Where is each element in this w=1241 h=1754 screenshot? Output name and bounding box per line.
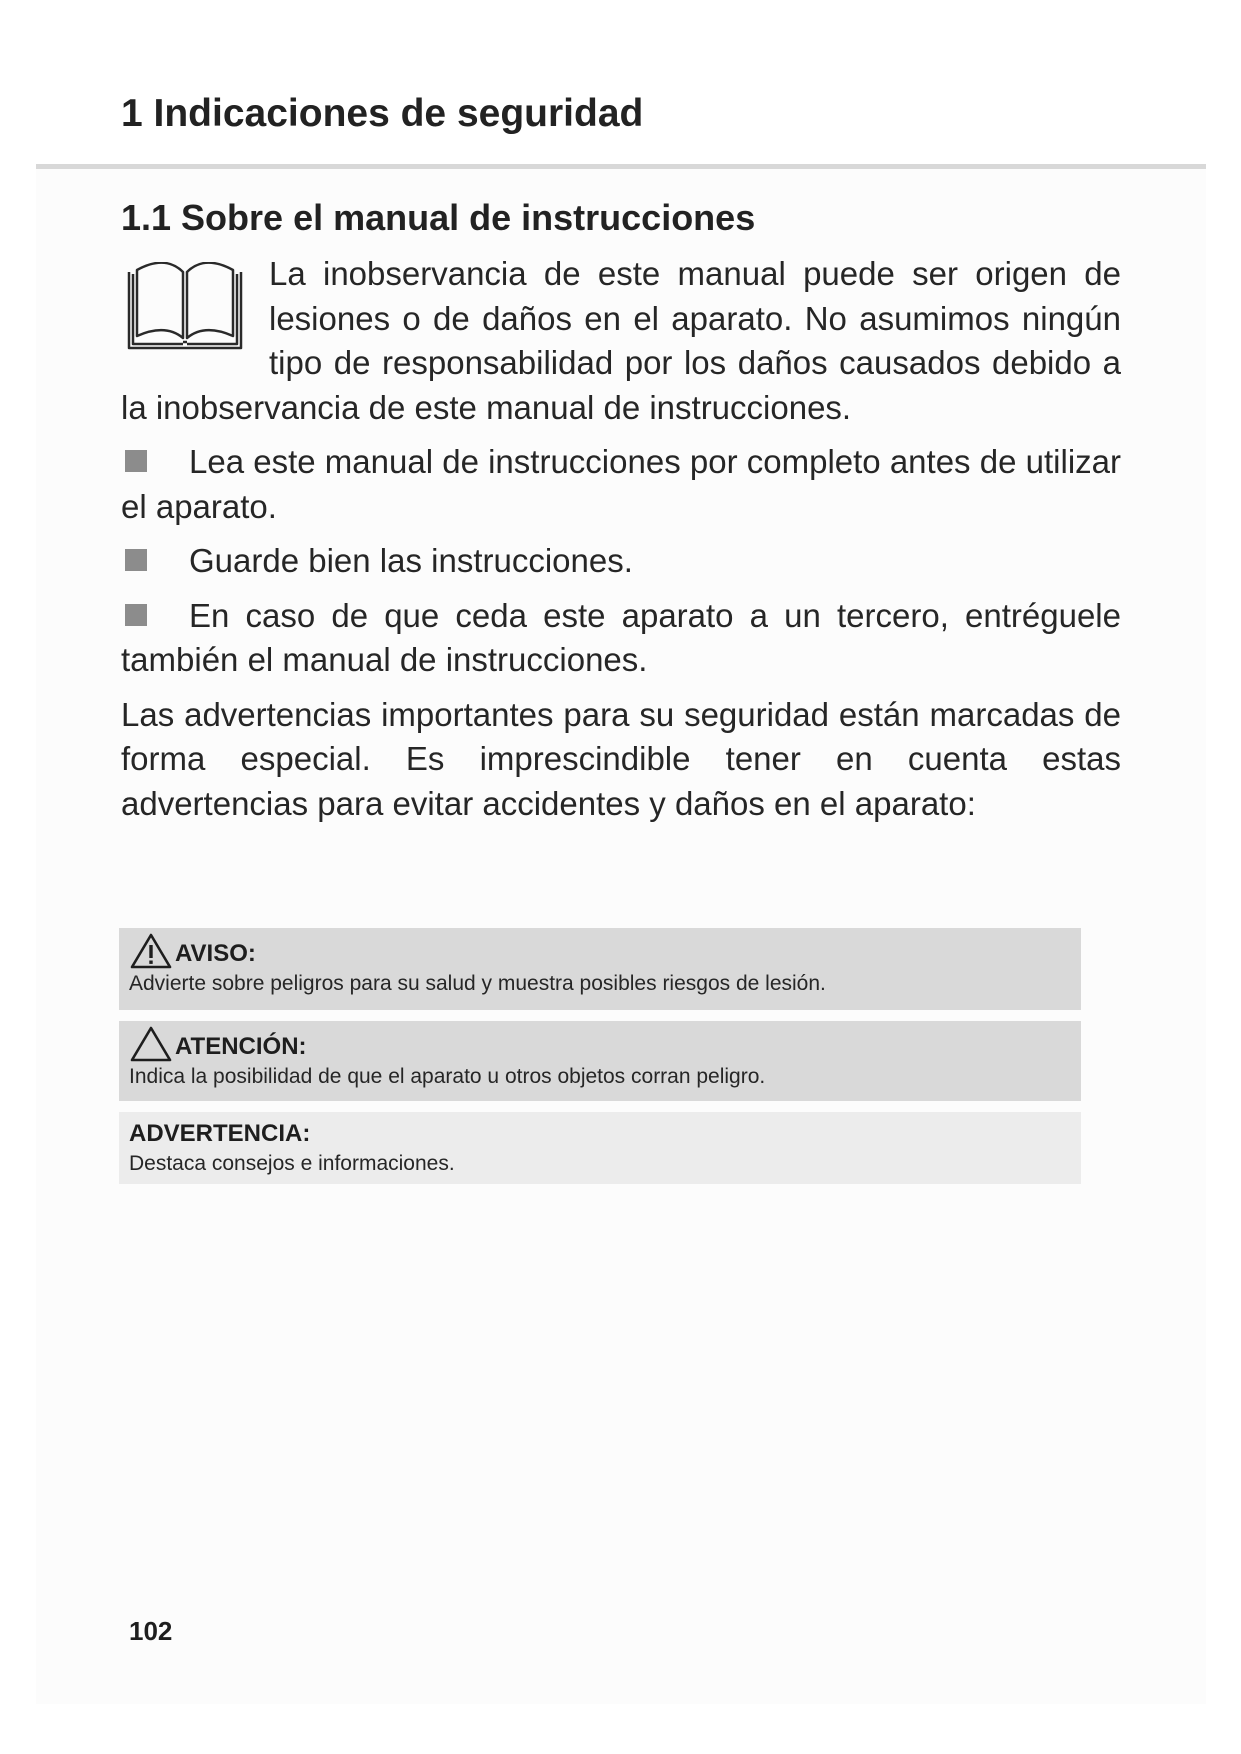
intro-paragraph: La inobservancia de este manual puede ser origen de lesiones o de daños en el aparato. No asumimos ningún tipo de responsabilidad por los daños causados debido a la inobservancia de este manual de instrucciones.: [121, 255, 1121, 426]
chapter-title: 1 Indicaciones de seguridad: [121, 92, 644, 135]
list-item: [121, 594, 1121, 683]
list-item-text: Lea este manual de instrucciones por completo antes de utilizar el aparato.: [121, 443, 1121, 525]
warning-triangle-icon: [129, 1025, 173, 1063]
page-number: 102: [129, 1616, 173, 1646]
bullet-square-icon: [125, 604, 147, 626]
bullet-square-icon: [125, 450, 147, 472]
atencion-header: [129, 1021, 1081, 1063]
atencion-label: ATENCIÓN:: [175, 1033, 307, 1060]
section-content: [121, 252, 1121, 826]
advertencia-label: ADVERTENCIA:: [129, 1120, 311, 1147]
chapter-divider: [36, 164, 1206, 169]
list-item: [121, 539, 1121, 584]
advertencia-text: Destaca consejos e informaciones.: [129, 1152, 455, 1175]
aviso-notice-box: [119, 928, 1081, 1010]
aviso-text: Advierte sobre peligros para su salud y muestra posibles riesgos de lesión.: [129, 972, 826, 995]
advertencia-header: [129, 1112, 1081, 1150]
atencion-text: Indica la posibilidad de que el aparato u otros objetos corran peligro.: [129, 1065, 766, 1088]
list-item-text: En caso de que ceda este aparato a un tercero, entréguele también el manual de instrucciones.: [121, 596, 1121, 678]
aviso-header: [129, 928, 1081, 970]
warnings-intro-paragraph: Las advertencias importantes para su seguridad están marcadas de forma especial. Es imprescindible tener en cuenta estas advertencias para evitar accidentes y daños en el aparato:: [121, 695, 1121, 822]
list-item: [121, 440, 1121, 529]
bullet-square-icon: [125, 549, 147, 571]
warning-exclamation-icon: [129, 932, 173, 970]
list-item-text: Guarde bien las instrucciones.: [189, 542, 633, 579]
aviso-label: AVISO:: [175, 940, 256, 967]
advertencia-notice-box: [119, 1112, 1081, 1184]
book-icon: [127, 262, 243, 352]
section-title: 1.1 Sobre el manual de instrucciones: [121, 197, 756, 238]
atencion-notice-box: [119, 1021, 1081, 1101]
